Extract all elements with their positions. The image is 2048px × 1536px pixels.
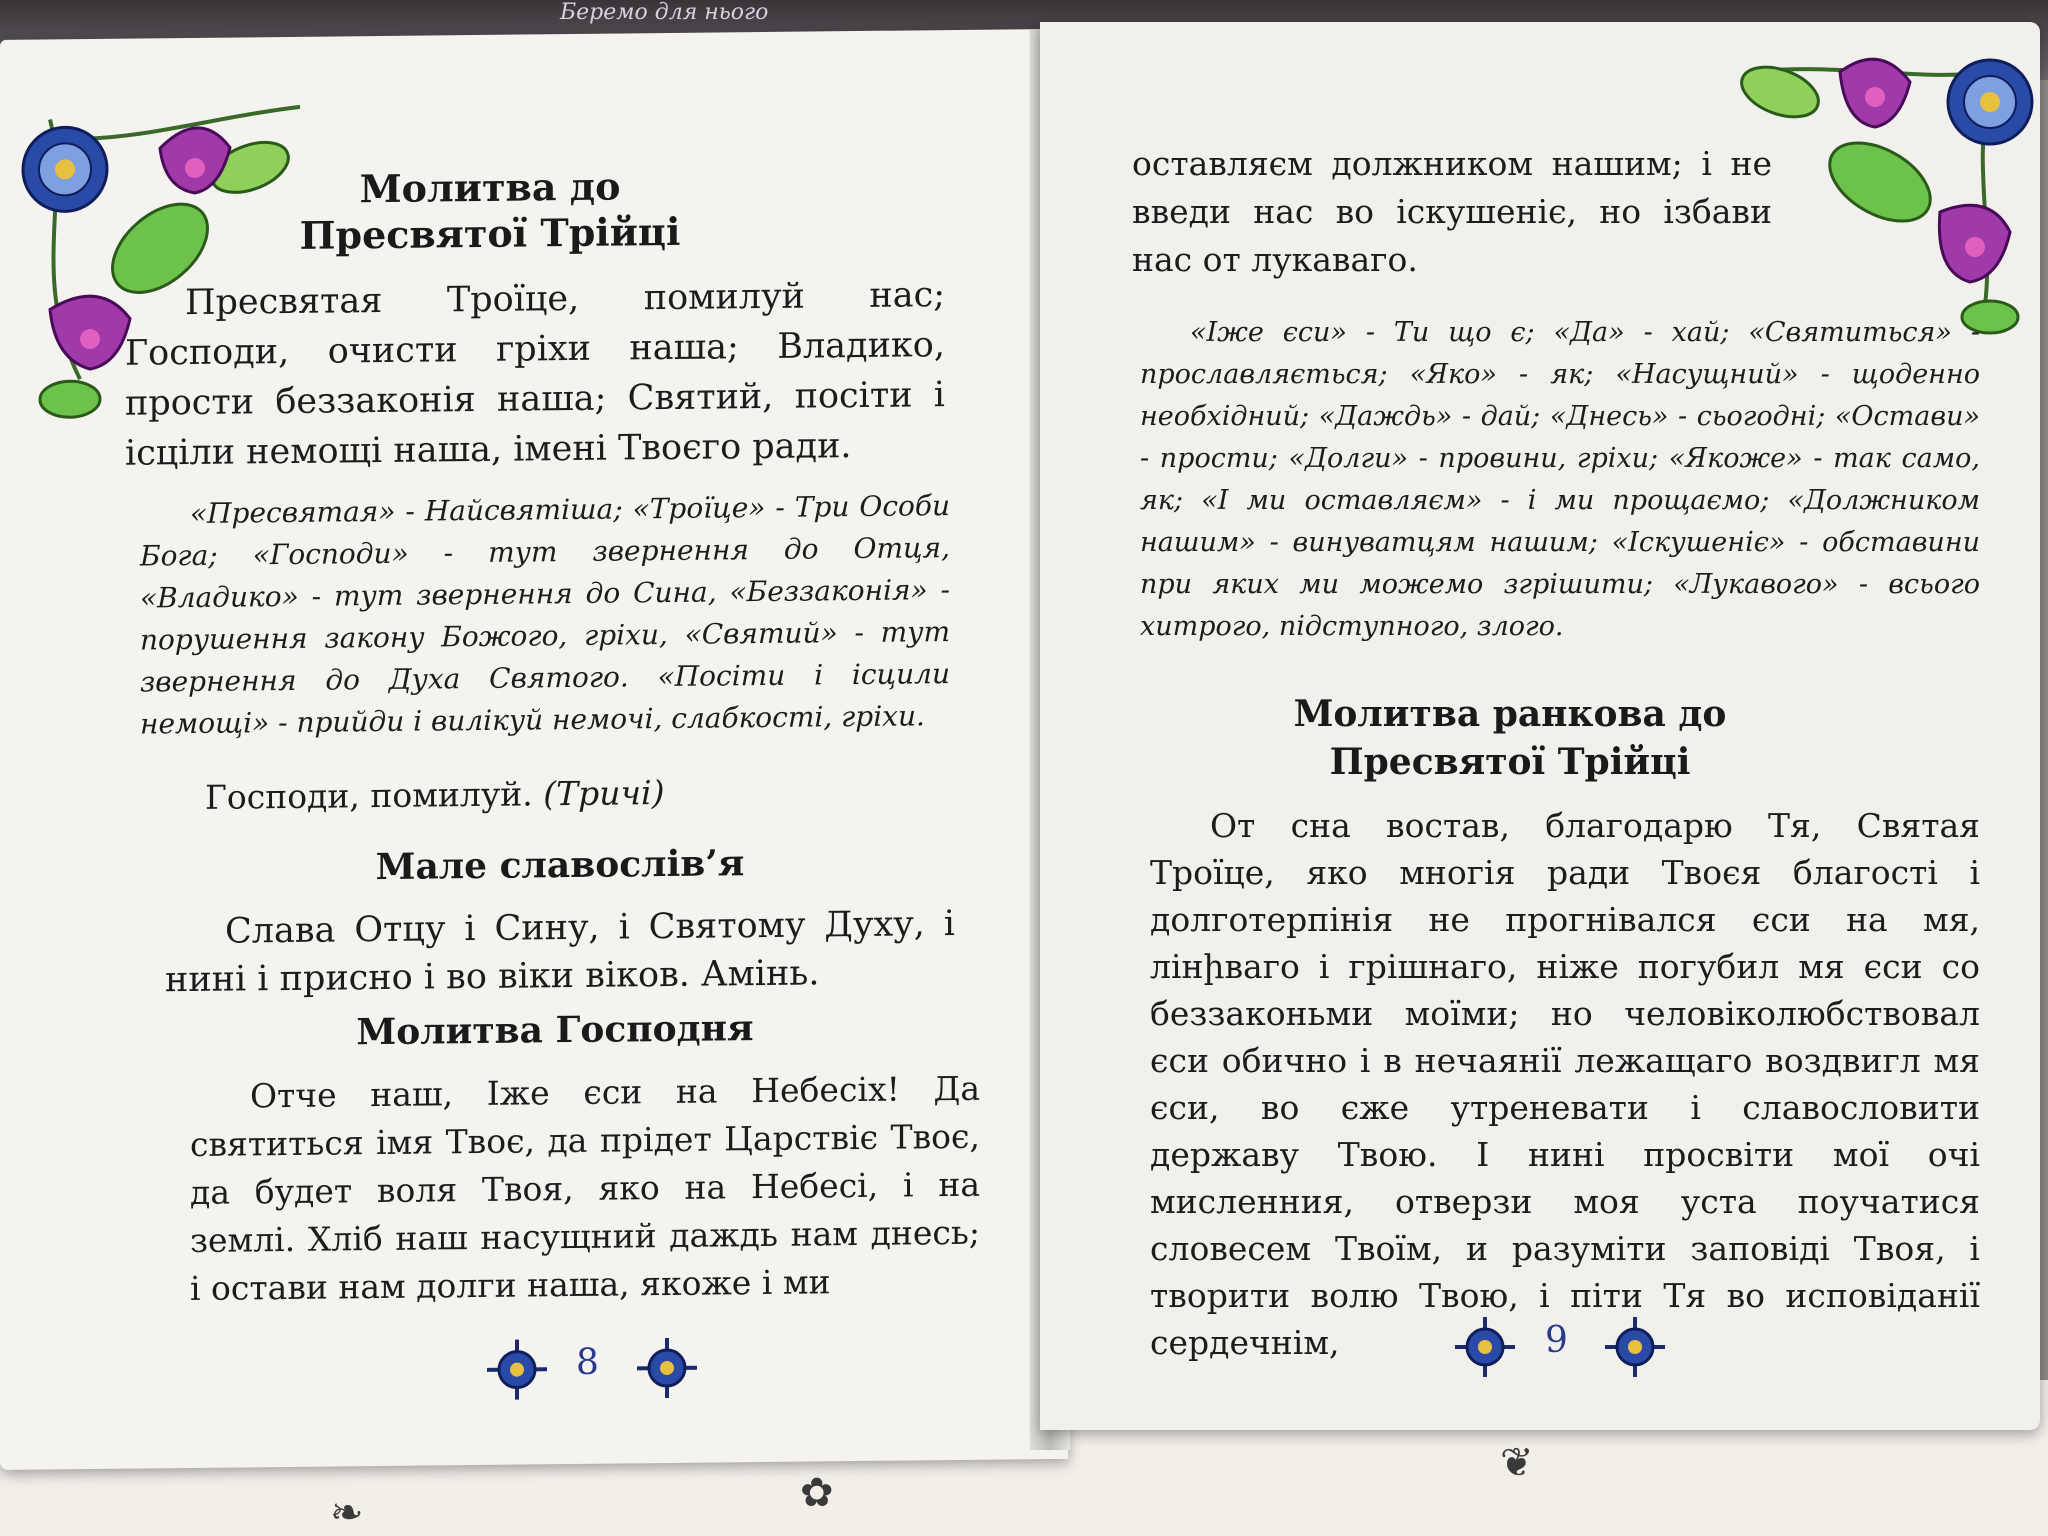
page-number: 9	[1545, 1320, 1568, 1361]
left-page	[0, 29, 1068, 1470]
floral-corner-ornament-icon	[1740, 32, 2040, 352]
lords-prayer-notes: «Іже єси» - Ти що є; «Да» - хай; «Святиться» - прославляється; «Яко» - як; «Насущний» - щоденно необхідний; «Даждь» - дай; «Днесь» - сьогодні; «Остави» - прости; «Долги» - провини, гріхи; «Якоже» - так само, як; «І ми оставляєм» - і ми прощаємо; «Должником нашим» - винуватцям нашим; «Іскушеніє» - обставини при яких ми можемо згрішити; «Лукавого» - всього хитрого, підступного, злого.	[1140, 317, 1980, 642]
kyrie-line	[205, 773, 664, 817]
page-ornament-icon	[632, 1333, 702, 1404]
doxology-text: Слава Отцу і Сину, і Святому Духу, і нині і присно і во віки віков. Амінь.	[165, 903, 955, 1001]
morning-prayer-title: Молитва ранкова до Пресвятої Трійці	[1293, 693, 1727, 783]
page-ornament-icon	[482, 1334, 552, 1405]
kyrie-note: (Тричі)	[543, 773, 665, 814]
morning-prayer-text: От сна востав, благодарю Тя, Святая Троїце, яко многія ради Твоєя благості і долготерпінія не прогнівался єси на мя, лінիваго і грішнаго, ніже погубил мя єси со беззаконьми моїми; но человіколюбствовал єси обично і в нечаянії лежащаго воздвигл мя єси, во єже утреневати і славословити державу Твою. І нині просвіти мої очі мисленния, отверзи моя уста поучатися словесем Твоїм, и разуміти заповіді Твоя, і творити волю Твою, і піти Тя во исповіданії сердечнім,	[1150, 806, 1980, 1362]
tablecloth-leaf-icon: ❦	[1500, 1440, 1534, 1486]
page-number: 8	[576, 1341, 599, 1383]
tablecloth-leaf-icon: ❧	[330, 1490, 364, 1536]
tablecloth-leaf-icon: ✿	[800, 1470, 834, 1516]
kyrie-text: Господи, помилуй.	[205, 774, 533, 817]
continuation-text: оставляєм должником нашим; і не введи нас во іскушеніє, но ізбави нас от лукаваго.	[1132, 144, 1772, 279]
page-ornament-icon	[1450, 1312, 1520, 1382]
right-page	[1040, 22, 2040, 1430]
prayer-title: Молитва до Пресвятої Трійці	[299, 163, 681, 258]
prayer-notes: «Пресвятая» - Найсвятіша; «Троїце» - Три Особи Бога; «Господи» - тут звернення до Отця, «Владико» - тут звернення до Сина, «Беззаконія» - порушення закону Божого, гріхи, «Святий» - тут звернення до Духа Святого. «Посіти і ісцили немощі» - прийди і вилікуй немочі, слабкості, гріхи.	[140, 489, 950, 741]
background-book-title: Беремо для нього	[560, 0, 769, 25]
doxology-title: Мале славослів’я	[375, 842, 745, 889]
prayer-text: Пресвятая Троїце, помилуй нас; Господи, очисти гріхи наша; Владико, прости беззаконія наша; Святий, посіти і ісціли немощі наша, імені Твоєго ради.	[125, 275, 945, 474]
page-ornament-icon	[1600, 1312, 1670, 1382]
lords-prayer-title: Молитва Господня	[356, 1007, 754, 1054]
lords-prayer-text: Отче наш, Іже єси на Небесіх! Да святиться імя Твоє, да прідет Царствіє Твоє, да будет воля Твоя, яко на Небесі, і на землі. Хліб наш насущний даждь нам днесь; і остави нам долги наша, якоже і ми	[190, 1068, 980, 1309]
